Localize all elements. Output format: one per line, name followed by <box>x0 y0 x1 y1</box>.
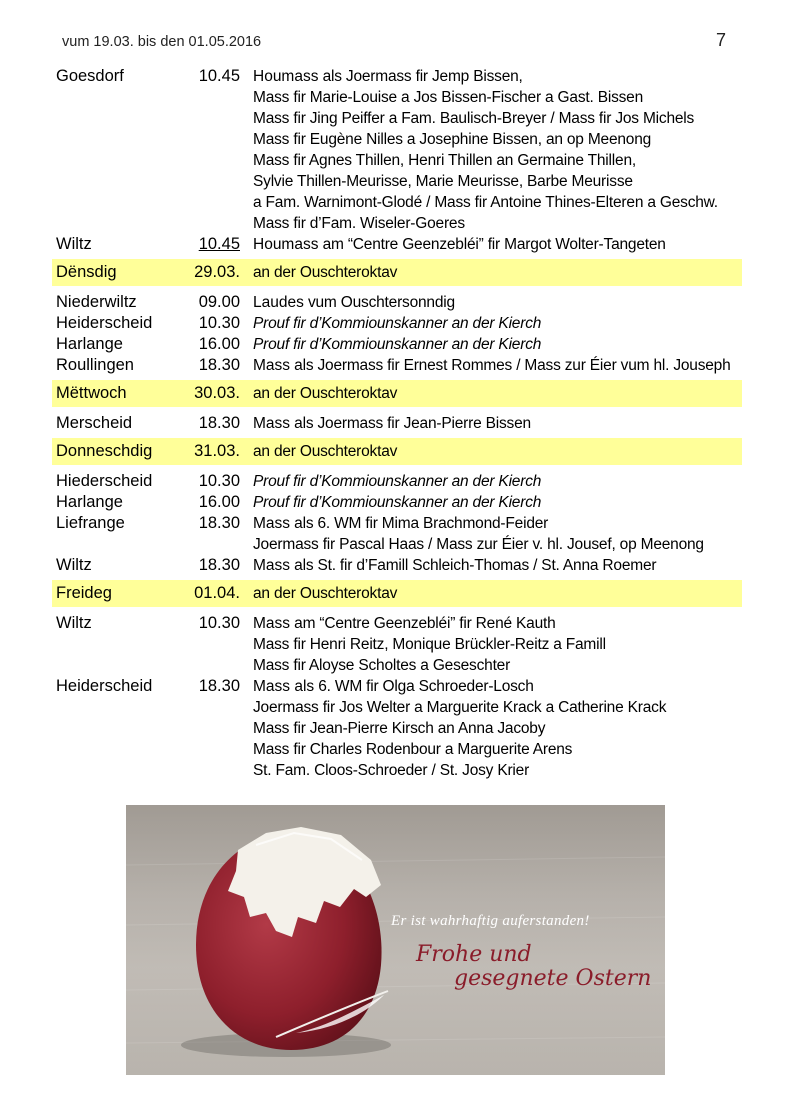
intention-detail: Prouf fir d’Kommiounskanner an der Kierch <box>253 494 542 511</box>
mass-time: 18.30 <box>198 356 240 374</box>
intention-text <box>253 129 651 150</box>
intention-detail: Mass fir Aloyse Scholtes a Geseschter <box>253 657 511 674</box>
mass-time: 16.00 <box>198 493 240 511</box>
schedule-row <box>52 108 742 129</box>
day-header <box>52 380 742 407</box>
place-name: Liefrange <box>56 514 125 532</box>
intention-detail: am “Centre Geenzebléi” fir Margot Wolter-Tangeten <box>318 236 666 253</box>
schedule-row <box>52 634 742 655</box>
service-type: Houmass <box>253 68 319 85</box>
card-line-risen: Er ist wahrhaftig auferstanden! <box>391 913 590 929</box>
intention-detail: St. Fam. Cloos-Schroeder / St. Josy Krier <box>253 762 530 779</box>
date-range: vum 19.03. bis den 01.05.2016 <box>62 34 262 50</box>
service-type: Mass <box>253 615 291 632</box>
intention-text <box>253 292 455 313</box>
mass-time: 18.30 <box>198 556 240 574</box>
schedule-row <box>52 313 742 334</box>
day-header <box>52 438 742 465</box>
day-date: 31.03. <box>194 442 240 460</box>
schedule-row <box>52 66 742 87</box>
schedule-row <box>52 513 742 534</box>
intention-text <box>253 471 541 492</box>
schedule-row <box>52 87 742 108</box>
intention-detail: Mass fir Jean-Pierre Kirsch an Anna Jacoby <box>253 720 546 737</box>
schedule-row <box>52 739 742 760</box>
place-name: Heiderscheid <box>56 677 153 695</box>
day-date: 01.04. <box>194 584 240 602</box>
place-name: Goesdorf <box>56 67 124 85</box>
mass-time: 10.30 <box>198 614 240 632</box>
intention-text <box>253 150 636 171</box>
intention-text <box>253 413 531 434</box>
schedule-row <box>52 150 742 171</box>
intention-detail: Mass fir Agnes Thillen, Henri Thillen an Germaine Thillen, <box>253 152 636 169</box>
intention-detail: als Joermass fir Jean-Pierre Bissen <box>290 415 531 432</box>
schedule-row <box>52 334 742 355</box>
intention-detail: Prouf fir d’Kommiounskanner an der Kierch <box>253 473 542 490</box>
card-line-ostern: gesegnete Ostern <box>454 966 652 991</box>
mass-time: 16.00 <box>198 335 240 353</box>
schedule-row <box>52 234 742 255</box>
intention-text <box>253 355 731 376</box>
easter-card-image <box>126 805 665 1075</box>
intention-detail: 6. WM fir Olga Schroeder-Losch <box>314 678 534 695</box>
intention-text <box>253 718 545 739</box>
day-note: an der Ouschteroktav <box>253 585 398 602</box>
day-note: an der Ouschteroktav <box>253 443 398 460</box>
place-name: Wiltz <box>56 614 92 632</box>
page-number: 7 <box>715 30 726 50</box>
mass-time: 10.30 <box>198 472 240 490</box>
place-name: Wiltz <box>56 556 92 574</box>
schedule-row <box>52 492 742 513</box>
service-type: Mass als <box>253 678 315 695</box>
mass-time: 09.00 <box>198 293 240 311</box>
intention-text <box>253 492 541 513</box>
intention-text <box>253 697 666 718</box>
mass-time: 10.45 <box>198 67 240 85</box>
intention-detail: Sylvie Thillen-Meurisse, Marie Meurisse, Barbe Meurisse <box>253 173 633 190</box>
intention-text <box>253 87 643 108</box>
intention-text <box>253 108 694 129</box>
place-name: Hiederscheid <box>56 472 153 490</box>
intention-detail: Mass fir Marie-Louise a Jos Bissen-Fischer a Gast. Bissen <box>253 89 644 106</box>
intention-detail: Mass fir d’Fam. Wiseler-Goeres <box>253 215 465 232</box>
intention-text <box>253 334 541 355</box>
page-header <box>62 30 726 52</box>
day-name: Mëttwoch <box>56 384 127 402</box>
intention-text <box>253 613 556 634</box>
intention-detail: Joermass fir Pascal Haas / Mass zur Éier v. hl. Jousef, op Meenong <box>253 536 704 553</box>
mass-time: 10.30 <box>198 314 240 332</box>
intention-text <box>253 513 548 534</box>
schedule-row <box>52 555 742 576</box>
place-name: Merscheid <box>56 414 133 432</box>
intention-detail: a Fam. Warnimont-Glodé / Mass fir Antoine Thines-Elteren a Geschw. <box>253 194 718 211</box>
day-header <box>52 580 742 607</box>
schedule-row <box>52 355 742 376</box>
day-name: Donneschdig <box>56 442 153 460</box>
intention-text <box>253 739 572 760</box>
intention-detail: Prouf fir d’Kommiounskanner an der Kierch <box>253 336 542 353</box>
place-name: Wiltz <box>56 235 92 253</box>
schedule-row <box>52 676 742 697</box>
intention-detail: Joermass fir Jos Welter a Marguerite Krack a Catherine Krack <box>253 699 667 716</box>
place-name: Harlange <box>56 335 123 353</box>
schedule-row <box>52 171 742 192</box>
intention-text <box>253 66 523 87</box>
schedule-row <box>52 760 742 781</box>
intention-text <box>253 313 541 334</box>
day-header <box>52 259 742 286</box>
intention-text <box>253 213 465 234</box>
mass-time: 10.45 <box>198 235 240 253</box>
card-line-frohe: Frohe und <box>416 942 532 967</box>
schedule-row <box>52 213 742 234</box>
service-type: Mass <box>253 515 291 532</box>
easter-egg-illustration <box>126 805 665 1075</box>
service-type: Mass <box>253 357 291 374</box>
intention-text <box>253 676 534 697</box>
day-name: Dënsdig <box>56 263 117 281</box>
intention-text <box>253 171 633 192</box>
place-name: Niederwiltz <box>56 293 137 311</box>
day-note: an der Ouschteroktav <box>253 385 398 402</box>
intention-text <box>253 192 718 213</box>
service-type: Laudes <box>253 294 304 311</box>
mass-schedule <box>52 66 742 781</box>
intention-detail: als Joermass fir Jemp Bissen, <box>318 68 523 85</box>
schedule-row <box>52 292 742 313</box>
day-note: an der Ouschteroktav <box>253 264 398 281</box>
intention-detail: Mass fir Charles Rodenbour a Marguerite Arens <box>253 741 573 758</box>
day-name: Freideg <box>56 584 112 602</box>
intention-text <box>253 634 606 655</box>
service-type: Houmass <box>253 236 319 253</box>
schedule-row <box>52 534 742 555</box>
mass-time: 18.30 <box>198 677 240 695</box>
schedule-row <box>52 697 742 718</box>
intention-detail: Mass fir Jing Peiffer a Fam. Baulisch-Breyer / Mass fir Jos Michels <box>253 110 695 127</box>
schedule-row <box>52 413 742 434</box>
schedule-row <box>52 613 742 634</box>
intention-detail: Mass fir Henri Reitz, Monique Brückler-Reitz a Famill <box>253 636 606 653</box>
place-name: Roullingen <box>56 356 134 374</box>
place-name: Harlange <box>56 493 123 511</box>
mass-time: 18.30 <box>198 514 240 532</box>
intention-detail: als 6. WM fir Mima Brachmond-Feider <box>290 515 549 532</box>
intention-text <box>253 534 704 555</box>
service-type: Mass <box>253 415 291 432</box>
schedule-row <box>52 129 742 150</box>
place-name: Heiderscheid <box>56 314 153 332</box>
schedule-row <box>52 655 742 676</box>
intention-detail: als Joermass fir Ernest Rommes / Mass zur Éier vum hl. Jouseph <box>290 357 731 374</box>
schedule-row <box>52 192 742 213</box>
intention-detail: vum Ouschtersonndig <box>303 294 455 311</box>
intention-text <box>253 234 666 255</box>
schedule-row <box>52 718 742 739</box>
schedule-row <box>52 471 742 492</box>
intention-text <box>253 760 529 781</box>
intention-detail: Mass fir Eugène Nilles a Josephine Bissen, an op Meenong <box>253 131 652 148</box>
intention-detail: als St. fir d’Famill Schleich-Thomas / St. Anna Roemer <box>290 557 657 574</box>
intention-detail: Prouf fir d’Kommiounskanner an der Kierch <box>253 315 542 332</box>
day-date: 29.03. <box>194 263 240 281</box>
service-type: Mass <box>253 557 291 574</box>
intention-detail: am “Centre Geenzebléi” fir René Kauth <box>290 615 556 632</box>
mass-time: 18.30 <box>198 414 240 432</box>
intention-text <box>253 655 510 676</box>
intention-text <box>253 555 656 576</box>
day-date: 30.03. <box>194 384 240 402</box>
